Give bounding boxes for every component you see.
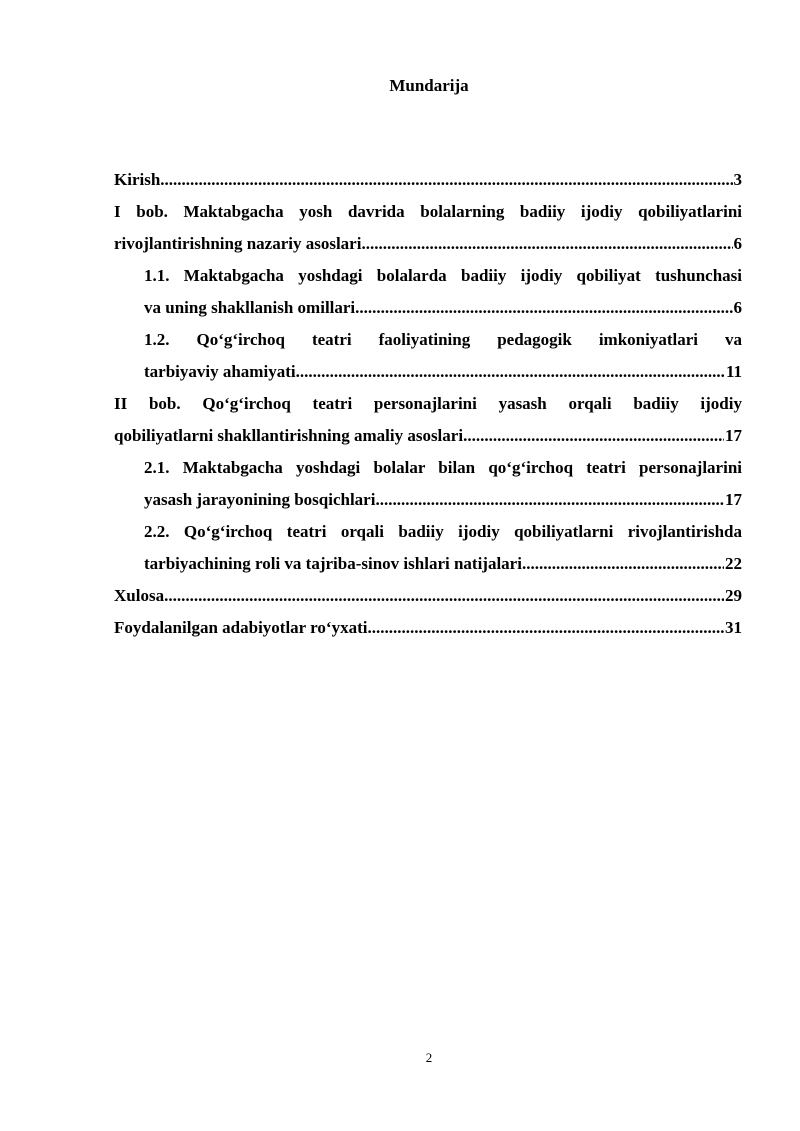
toc-leader-dots bbox=[463, 420, 724, 452]
toc-leader-dots bbox=[375, 484, 724, 516]
document-title: Mundarija bbox=[389, 76, 469, 95]
toc-entry-last-line bbox=[144, 356, 742, 388]
toc-leader-dots bbox=[160, 164, 732, 196]
toc-entry-last-line bbox=[114, 580, 742, 612]
toc-entry-title: Foydalanilgan adabiyotlar ro‘yxati bbox=[114, 618, 368, 637]
toc-entry-title-line: 2.2. Qo‘g‘irchoq teatri orqali badiiy ijodiy qobiliyatlarni rivojlantirishda bbox=[144, 522, 742, 541]
toc-leader-dots bbox=[355, 292, 732, 324]
toc-entry-conclusion[interactable] bbox=[114, 580, 742, 612]
toc-entry-title: tarbiyaviy ahamiyati bbox=[144, 362, 296, 381]
toc-entry-title-line: 2.1. Maktabgacha yoshdagi bolalar bilan qo‘g‘irchoq teatri personajlarini bbox=[144, 458, 742, 477]
toc-entry-section-1-1[interactable] bbox=[114, 260, 742, 324]
toc-entry-last-line bbox=[114, 164, 742, 196]
toc-entry-last-line bbox=[144, 548, 742, 580]
toc-entry-last-line bbox=[114, 420, 742, 452]
toc-entry-section-1-2[interactable] bbox=[114, 324, 742, 388]
toc-entry-last-line bbox=[114, 612, 742, 644]
toc-entry-title: tarbiyachining roli va tajriba-sinov ishlari natijalari bbox=[144, 554, 522, 573]
toc-entry-title-line: 1.2. Qo‘g‘irchoq teatri faoliyatining pedagogik imkoniyatlari va bbox=[144, 330, 742, 349]
toc-page-number: 3 bbox=[733, 170, 742, 189]
toc-entry-title: Xulosa bbox=[114, 586, 165, 605]
toc-entry-title: rivojlantirishning nazariy asoslari bbox=[114, 234, 362, 253]
toc-entry-section-2-2[interactable] bbox=[114, 516, 742, 580]
toc-entry-title: yasash jarayonining bosqichlari bbox=[144, 490, 376, 509]
toc-entry-title: qobiliyatlarni shakllantirishning amaliy asoslari bbox=[114, 426, 464, 445]
toc-page-number: 6 bbox=[733, 234, 742, 253]
toc-leader-dots bbox=[164, 580, 724, 612]
table-of-contents bbox=[114, 164, 742, 644]
toc-entry-title-line: I bob. Maktabgacha yosh davrida bolalarning badiiy ijodiy qobiliyatlarini bbox=[114, 202, 742, 221]
toc-entry-title-line: 1.1. Maktabgacha yoshdagi bolalarda badiiy ijodiy qobiliyat tushunchasi bbox=[144, 266, 742, 285]
toc-leader-dots bbox=[296, 356, 725, 388]
toc-entry-title: va uning shakllanish omillari bbox=[144, 298, 356, 317]
toc-entry-references[interactable] bbox=[114, 612, 742, 644]
toc-entry-title: Kirish bbox=[114, 170, 161, 189]
toc-page-number: 17 bbox=[725, 426, 742, 445]
toc-entry-chapter-2[interactable] bbox=[114, 388, 742, 452]
toc-leader-dots bbox=[361, 228, 732, 260]
toc-page-number: 17 bbox=[725, 490, 742, 509]
toc-leader-dots bbox=[367, 612, 724, 644]
page-number: 2 bbox=[425, 1050, 433, 1065]
toc-page-number: 29 bbox=[725, 586, 742, 605]
toc-entry-chapter-1[interactable] bbox=[114, 196, 742, 260]
toc-entry-introduction[interactable] bbox=[114, 164, 742, 196]
toc-entry-last-line bbox=[114, 228, 742, 260]
toc-entry-last-line bbox=[144, 292, 742, 324]
toc-entry-section-2-1[interactable] bbox=[114, 452, 742, 516]
toc-page-number: 31 bbox=[725, 618, 742, 637]
toc-leader-dots bbox=[522, 548, 724, 580]
toc-page-number: 22 bbox=[725, 554, 742, 573]
toc-page-number: 6 bbox=[733, 298, 742, 317]
toc-entry-last-line bbox=[144, 484, 742, 516]
toc-entry-title-line: II bob. Qo‘g‘irchoq teatri personajlarini yasash orqali badiiy ijodiy bbox=[114, 394, 742, 413]
toc-page-number: 11 bbox=[725, 362, 742, 381]
